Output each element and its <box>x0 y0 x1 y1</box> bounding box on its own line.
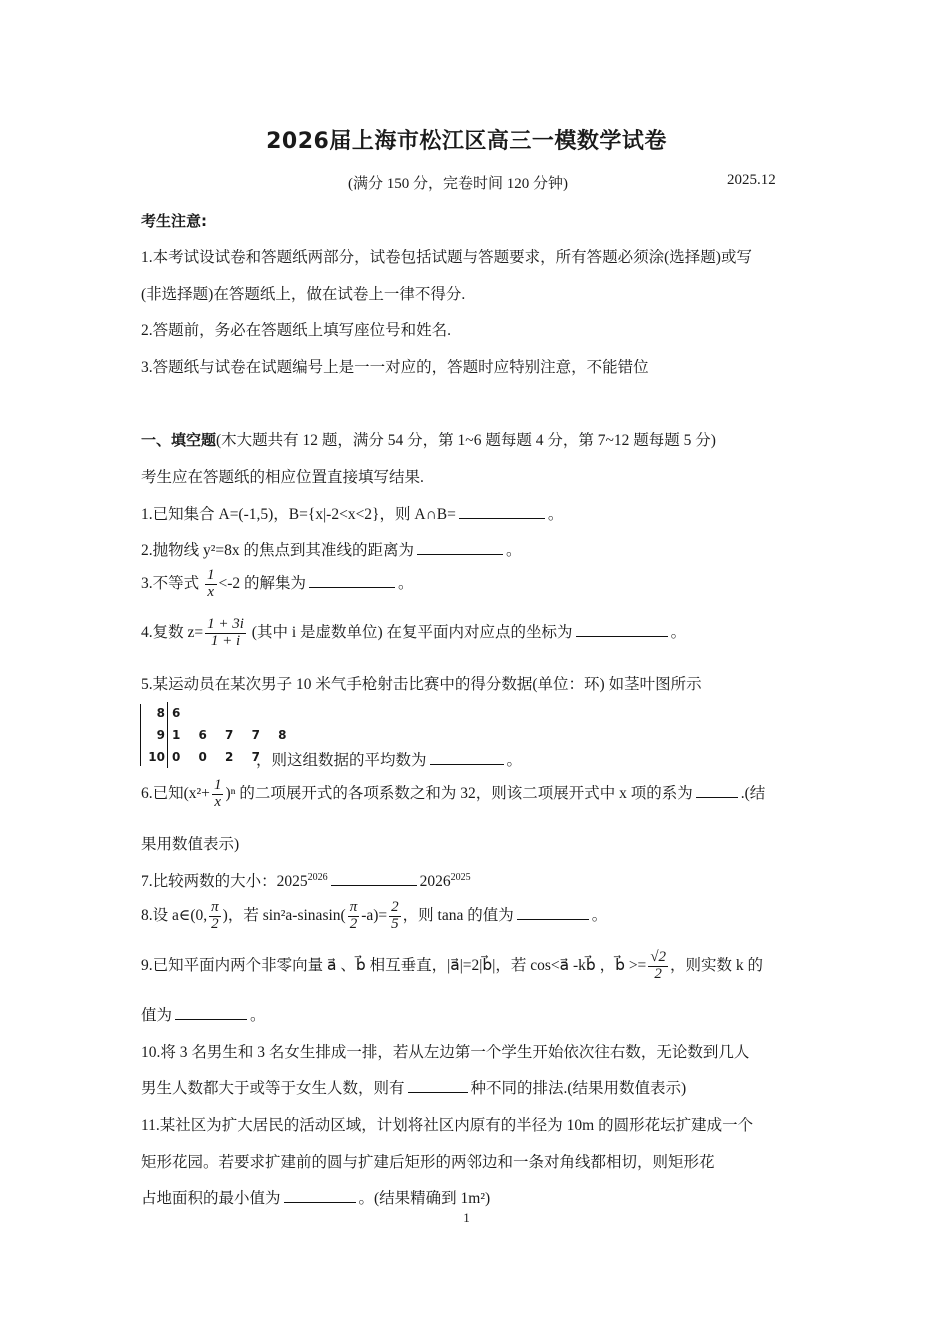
notice-heading: 考生注意: <box>141 212 207 230</box>
fraction-sqrt2-over-2 <box>648 950 668 983</box>
notice-item-1: 1.本考试设试卷和答题纸两部分，试卷包括试题与答题要求，所有答题必须涂(选择题)或写 <box>141 249 752 266</box>
notice-item-1-cont: (非选择题)在答题纸上，做在试卷上一律不得分. <box>141 286 466 303</box>
fraction-numerator: 2 <box>391 899 399 915</box>
section-1-heading: 一、填空题 <box>141 431 217 449</box>
period: 。 <box>591 906 608 924</box>
leaf-values: 1 6 7 7 8 <box>172 728 287 742</box>
answer-blank-2 <box>417 540 503 555</box>
stem-leaf-row <box>145 724 286 746</box>
period: 。 <box>670 623 687 641</box>
question-8-text-3: -a)= <box>361 906 388 924</box>
question-7 <box>141 869 471 891</box>
exponent: 2025 <box>450 871 471 883</box>
fraction-1-over-x <box>212 778 224 811</box>
question-6-text-2: )ⁿ 的二项展开式的各项系数之和为 32，则该二项展开式中 x 项的系为 <box>225 784 693 802</box>
stem-value: 10 <box>145 746 168 768</box>
fraction-numerator: π <box>349 899 358 915</box>
period: 。 <box>506 752 523 769</box>
section-1-header <box>141 428 716 450</box>
notice-item-3: 3.答题纸与试卷在试题编号上是一一对应的，答题时应特别注意，不能错位 <box>141 359 649 376</box>
fraction-denominator: x <box>207 583 215 600</box>
question-10-text-2: 男生人数都大于或等于女生人数，则有 <box>141 1080 405 1097</box>
answer-blank-7 <box>331 871 417 886</box>
period: 。 <box>506 542 522 559</box>
fraction-numerator: 1 + 3i <box>207 616 244 632</box>
answer-blank-10 <box>408 1078 468 1093</box>
question-11: 11.某社区为扩大居民的活动区域，计划将社区内原有的半径为 10m 的圆形花坛扩建成一个 <box>141 1117 754 1134</box>
fraction-numerator: 1 <box>213 777 222 793</box>
answer-blank-3 <box>309 573 395 588</box>
fraction-denominator: x <box>214 793 222 810</box>
question-11-text-3: 占地面积的最小值为 <box>141 1190 281 1207</box>
fraction-denominator: 2 <box>654 965 662 982</box>
question-3 <box>141 568 414 601</box>
answer-blank-9 <box>175 1005 247 1020</box>
question-5-cont <box>256 748 522 770</box>
leaf-values: 0 0 2 7 <box>172 750 260 764</box>
fraction-complex <box>205 617 246 650</box>
period: 。 <box>250 1007 266 1024</box>
answer-blank-6 <box>696 783 738 798</box>
question-7-text: 7.比较两数的大小：2025 <box>141 873 308 890</box>
question-6 <box>141 778 765 811</box>
period: 。 <box>547 506 564 523</box>
question-7-text-2: 2026 <box>419 873 451 890</box>
notice-item-2: 2.答题前，务必在答题纸上填写座位号和姓名. <box>141 322 452 339</box>
question-11-cont: 矩形花园。若要求扩建前的圆与扩建后矩形的两邻边和一条对角线都相切，则矩形花 <box>141 1154 715 1171</box>
stem-leaf-left-bar <box>140 704 141 766</box>
fraction-pi-over-2 <box>209 900 221 933</box>
section-1-note: (木大题共有 12 题，满分 54 分，第 1~6 题每题 4 分，第 7~12 题每题 5 分) <box>216 432 716 449</box>
fraction-denominator: 1 + i <box>210 632 241 649</box>
question-4 <box>141 617 686 650</box>
fraction-pi-over-2 <box>348 900 360 933</box>
question-9 <box>141 950 763 983</box>
stem-leaf-row <box>145 702 286 724</box>
fraction-2-over-5 <box>389 900 401 933</box>
page-title: 2026届上海市松江区高三一模数学试卷 <box>266 129 667 154</box>
question-3-text: 3.不等式 <box>141 574 200 592</box>
answer-blank-11 <box>284 1188 356 1203</box>
question-9-text: 9.已知平面内两个非零向量 a⃗ 、b⃗ 相互垂直，|a⃗|=2|b⃗|，若 cos<a⃗ -kb⃗ ，b⃗ >= <box>141 956 647 974</box>
question-3-text-2: <-2 的解集为 <box>218 574 307 592</box>
question-6-text-3: .(结 <box>740 784 766 802</box>
question-2-text: 2.抛物线 y²=8x 的焦点到其准线的距离为 <box>141 542 415 559</box>
stem-value: 9 <box>145 724 168 746</box>
answer-blank-8 <box>517 905 589 920</box>
question-4-text: 4.复数 z= <box>141 623 204 641</box>
question-11-cont-2 <box>141 1186 490 1208</box>
question-5: 5.某运动员在某次男子 10 米气手枪射击比赛中的得分数据(单位：环) 如茎叶图所示 <box>141 676 702 693</box>
question-6-text: 6.已知(x²+ <box>141 784 210 802</box>
leaf-values: 6 <box>172 706 181 720</box>
question-6-cont: 果用数值表示) <box>141 836 240 853</box>
question-11-text-4: 。(结果精确到 1m²) <box>358 1190 491 1207</box>
question-8-text-2: )，若 sin²a-sinasin( <box>222 906 346 924</box>
exam-subtitle: (满分 150 分，完卷时间 120 分钟) <box>348 176 568 192</box>
fraction-denominator: 5 <box>391 915 399 932</box>
section-1-instruction: 考生应在答题纸的相应位置直接填写结果. <box>141 469 424 486</box>
answer-blank-4 <box>576 622 668 637</box>
question-10: 10.将 3 名男生和 3 名女生排成一排，若从左边第一个学生开始依次往右数，无论数到几人 <box>141 1044 750 1061</box>
exam-date: 2025.12 <box>727 172 776 188</box>
answer-blank-1 <box>459 504 545 519</box>
fraction-denominator: 2 <box>211 915 219 932</box>
exponent: 2026 <box>307 871 328 883</box>
question-8 <box>141 900 607 933</box>
question-9-cont <box>141 1003 266 1025</box>
question-10-cont <box>141 1076 686 1098</box>
answer-blank-5 <box>430 750 504 765</box>
page-number: 1 <box>463 1210 470 1225</box>
question-8-text-4: ，则 tana 的值为 <box>402 906 514 924</box>
stem-value: 8 <box>145 702 168 724</box>
fraction-numerator: 1 <box>207 567 215 583</box>
fraction-numerator: π <box>211 899 219 915</box>
fraction-1-over-x <box>205 568 217 601</box>
question-4-text-2: (其中 i 是虚数单位) 在复平面内对应点的坐标为 <box>251 623 573 641</box>
question-2 <box>141 538 522 560</box>
fraction-denominator: 2 <box>349 915 358 932</box>
question-1 <box>141 502 563 524</box>
question-8-text: 8.设 a∈(0, <box>141 906 208 924</box>
question-9-text-2: ，则实数 k 的 <box>670 956 764 974</box>
fraction-numerator: √2 <box>650 949 667 965</box>
question-1-text: 1.已知集合 A=(-1,5)，B={x|-2<x<2}，则 A∩B= <box>141 506 456 523</box>
period: 。 <box>398 574 414 592</box>
question-9-text-3: 值为 <box>141 1007 173 1024</box>
question-10-text-3: 种不同的排法.(结果用数值表示) <box>470 1080 687 1097</box>
question-5-text-2: ，则这组数据的平均数为 <box>256 752 427 769</box>
